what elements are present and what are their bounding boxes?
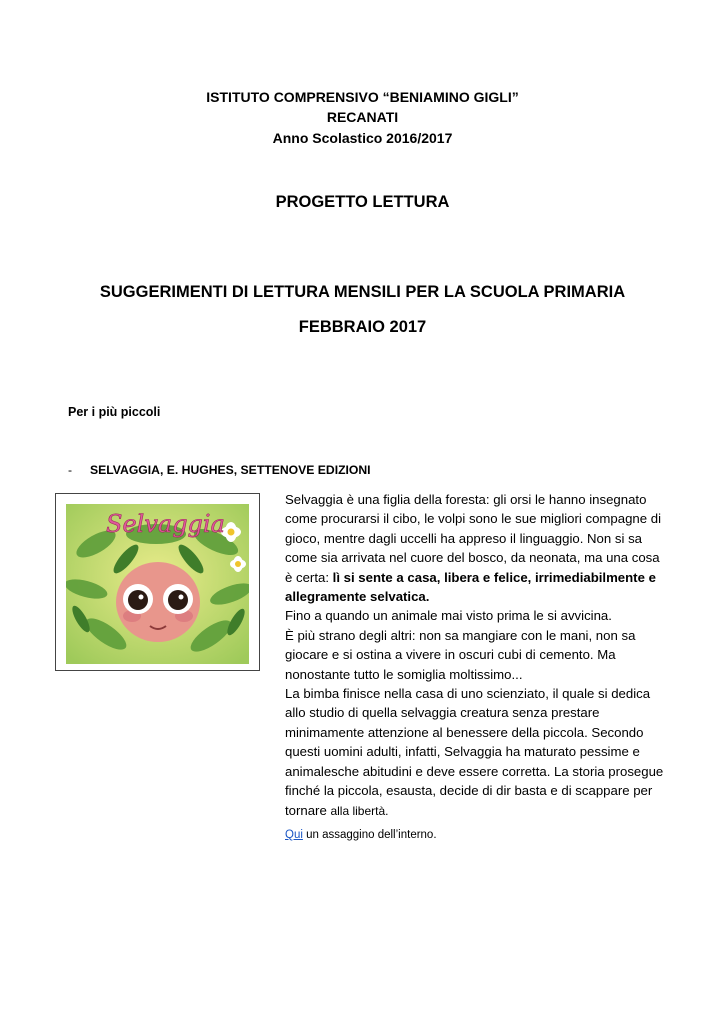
section-label: Per i più piccoli xyxy=(68,405,161,419)
svg-text:Selvaggia: Selvaggia xyxy=(106,510,225,538)
preview-line xyxy=(285,829,437,841)
document-subtitle: SUGGERIMENTI DI LETTURA MENSILI PER LA SCUOLA PRIMARIA xyxy=(99,283,626,301)
book-cover-image xyxy=(66,504,249,664)
project-title: PROGETTO LETTURA xyxy=(275,193,450,211)
book-title: SELVAGGIA, E. HUGHES, SETTENOVE EDIZIONI xyxy=(90,463,371,477)
book-description xyxy=(285,490,665,821)
preview-suffix: un assaggino dell’interno. xyxy=(302,829,437,841)
description-text: La bimba finisce nella casa di uno scienziato, il quale si dedica allo studio di quella selvaggia creatura senza prestare minimamente attenzione al benessere della piccola. Secondo questi uomini adulti, infatti, Selvaggia ha maturato pessime e animalesche abitudini e deve essere corretta. La storia prosegue finché la piccola, esausta, decide di dir basta e di scappare per tornare xyxy=(285,686,664,818)
document-month: FEBBRAIO 2017 xyxy=(298,318,427,336)
description-paragraph: È più strano degli altri: non sa mangiare con le mani, non sa giocare e si ostina a vivere in oscuri cubi di cemento. Ma nonostante tutto le somiglia moltissimo... xyxy=(285,627,636,682)
school-city: RECANATI xyxy=(326,109,399,125)
description-paragraph xyxy=(285,684,665,821)
description-paragraph: Fino a quando un animale mai visto prima le si avvicina. xyxy=(285,608,612,624)
book-cover-frame xyxy=(55,493,260,671)
description-bold-text: lì si sente a casa, libera e felice, irrimediabilmente e allegramente selvatica. xyxy=(285,569,656,605)
school-year: Anno Scolastico 2016/2017 xyxy=(272,130,453,146)
description-small-text: alla libertà. xyxy=(330,803,389,818)
description-paragraph xyxy=(285,490,665,606)
description-text: Selvaggia è una figlia della foresta: gli orsi le hanno insegnato come procurarsi il cibo, le volpi sono le sue migliori compagne di gioco, mentre dagli uccelli ha appreso il linguaggio. Non si sa come sia arrivata nel cuore del bosco, da neonata, ma una cosa è certa: xyxy=(285,492,662,585)
book-title-line xyxy=(68,463,371,477)
school-name: ISTITUTO COMPRENSIVO “BENIAMINO GIGLI” xyxy=(206,89,519,105)
preview-link[interactable]: Qui xyxy=(285,829,303,841)
list-bullet: - xyxy=(68,463,73,477)
